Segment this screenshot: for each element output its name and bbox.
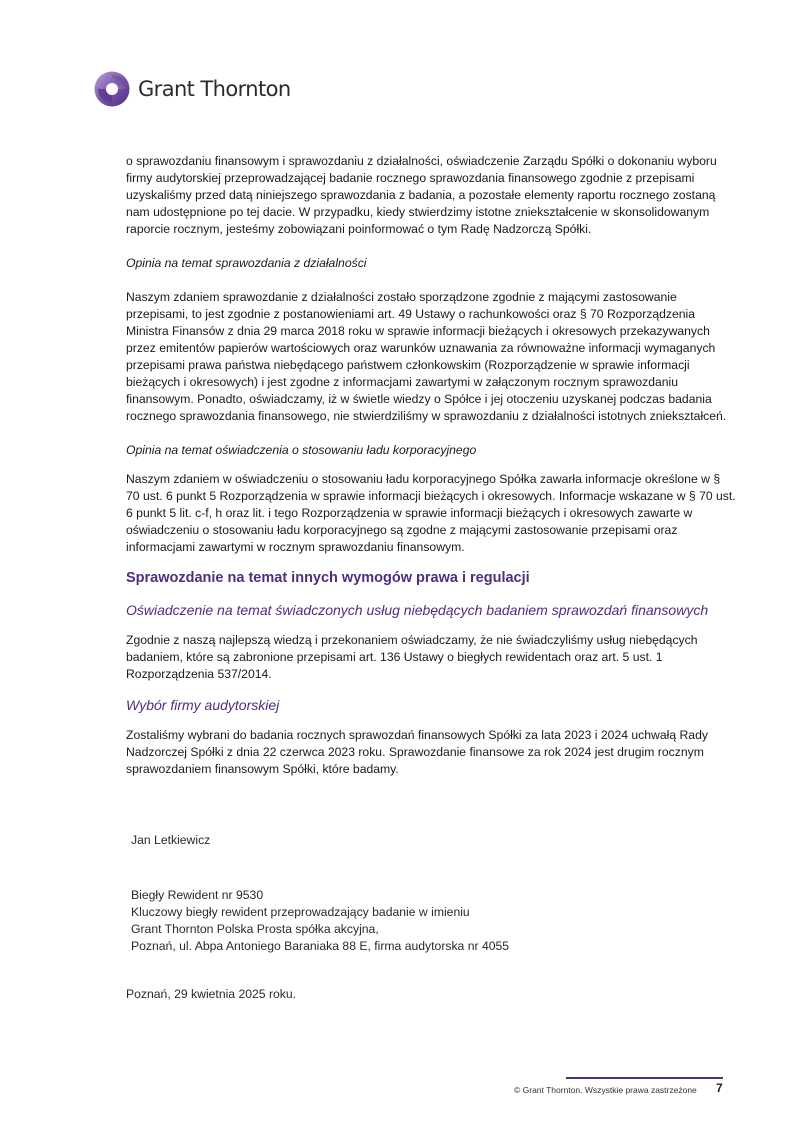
signature-details	[131, 887, 509, 955]
audit-firm-address: Poznań, ul. Abpa Antoniego Baraniaka 88 E, firma audytorska nr 4055	[131, 939, 510, 953]
page-number: 7	[716, 1081, 723, 1095]
opinion-governance-heading: Opinia na temat oświadczenia o stosowaniu ładu korporacyjnego	[126, 443, 477, 457]
opinion-activity-heading: Opinia na temat sprawozdania z działalności	[126, 256, 367, 270]
section-heading: Sprawozdanie na temat innych wymogów prawa i regulacji	[126, 570, 530, 586]
signature-name-block	[131, 832, 210, 849]
non-audit-heading: Oświadczenie na temat świadczonych usług niebędących badaniem sprawozdań finansowych	[126, 602, 709, 618]
auditor-choice-text: Zostaliśmy wybrani do badania rocznych sprawozdań finansowych Spółki za lata 2023 i 2024 uchwałą Rady Nadzorczej Spółki z dnia 22 czerwca 2023 roku. Sprawozdanie finansowe za rok 2024 jest drugim rocznym sprawozdaniem finansowym Spółki, które badamy.	[126, 728, 708, 776]
audit-firm-name: Grant Thornton Polska Prosta spółka akcyjna,	[131, 922, 379, 936]
auditor-choice-heading: Wybór firmy audytorskiej	[126, 697, 280, 713]
auditor-name: Jan Letkiewicz	[131, 833, 211, 847]
footer-copyright: © Grant Thornton. Wszystkie prawa zastrzeżone	[514, 1085, 697, 1095]
brand-name: Grant Thornton	[138, 77, 291, 101]
grant-thornton-logo-icon	[94, 71, 130, 107]
auditor-role: Kluczowy biegły rewident przeprowadzający badanie w imieniu	[131, 905, 470, 919]
non-audit-text: Zgodnie z naszą najlepszą wiedzą i przekonaniem oświadczamy, że nie świadczyliśmy usług niebędących badaniem, które są zabronione przepisami art. 136 Ustawy o biegłych rewidentach oraz art. 5 ust. 1 Rozporządzenia 537/2014.	[126, 633, 698, 681]
report-body	[126, 153, 736, 778]
intro-paragraph: o sprawozdaniu finansowym i sprawozdaniu z działalności, oświadczenie Zarządu Spółki o dokonaniu wyboru firmy audytorskiej przeprowadzającej badanie rocznego sprawozdania finansowego zgodnie z przepisami uzyskaliśmy przed datą niniejszego sprawozdania z badania, a pozostałe elementy raportu rocznego zostaną nam udostępnione po tej dacie. W przypadku, kiedy stwierdzimy istotne zniekształcenie w skonsolidowanym raporcie rocznym, jesteśmy zobowiązani poinformować o tym Radę Nadzorczą Spółki.	[126, 154, 717, 236]
grant-thornton-logo	[94, 71, 291, 107]
opinion-activity-text: Naszym zdaniem sprawozdanie z działalności zostało sporządzone zgodnie z mającymi zastosowanie przepisami, to jest zgodnie z postanowieniami art. 49 Ustawy o rachunkowości oraz § 70 Rozporządzenia Ministra Finansów z dnia 29 marca 2018 roku w sprawie informacji bieżących i okresowych przekazywanych przez emitentów papierów wartościowych oraz warunków uznawania za równoważne informacji wymaganych przepisami prawa państwa niebędącego państwem członkowskim (Rozporządzenie w sprawie informacji bieżących i okresowych) i jest zgodne z informacjami zawartymi w załączonym rocznym sprawozdaniu finansowym. Ponadto, oświadczamy, iż w świetle wiedzy o Spółce i jej otoczeniu uzyskanej podczas badania rocznego sprawozdania finansowego, nie stwierdziliśmy w sprawozdaniu z działalności istotnych zniekształceń.	[126, 290, 727, 423]
auditor-license: Biegły Rewident nr 9530	[131, 888, 264, 902]
place-date: Poznań, 29 kwietnia 2025 roku.	[126, 987, 297, 1001]
opinion-governance-text: Naszym zdaniem w oświadczeniu o stosowaniu ładu korporacyjnego Spółka zawarła informacje określone w § 70 ust. 6 punkt 5 Rozporządzenia w sprawie informacji bieżących i okresowych. Informacje wskazane w § 70 ust. 6 punkt 5 lit. c-f, h oraz lit. i tego Rozporządzenia w sprawie informacji bieżących i okresowych zawarte w oświadczeniu o stosowaniu ładu korporacyjnego są zgodne z mającymi zastosowanie przepisami oraz informacjami zawartymi w rocznym sprawozdaniu finansowym.	[126, 472, 736, 554]
footer-divider	[566, 1077, 723, 1079]
